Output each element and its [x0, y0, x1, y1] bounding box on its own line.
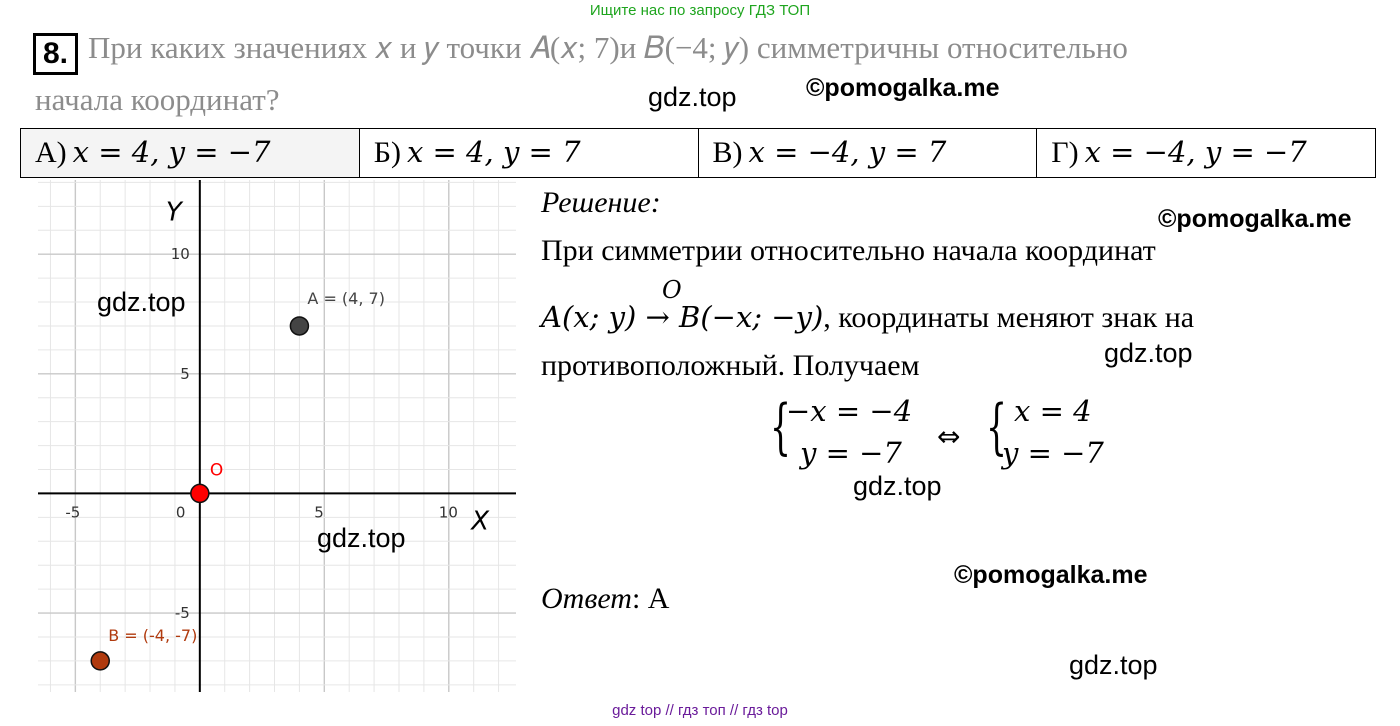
x-tick-label: -5	[65, 503, 81, 522]
solution-line-2-text: , координаты меняют знак на	[823, 301, 1195, 334]
answer-letter: В)	[712, 136, 743, 169]
y-tick-label: 5	[180, 364, 190, 383]
point-label: B = (-4, -7)	[108, 625, 198, 645]
right-brace: {	[986, 392, 1008, 462]
arrow-label: 𝑂	[662, 276, 682, 304]
coordinate-plane	[38, 180, 516, 692]
system-right-eq-1: 𝑥 = 4	[1014, 394, 1092, 428]
solution-heading: Решение:	[541, 186, 661, 219]
watermark-pomogalka: ©pomogalka.me	[954, 561, 1148, 589]
answer-label: Ответ	[541, 582, 632, 615]
answer-letter: Б)	[373, 136, 401, 169]
watermark-gdz: gdz.top	[97, 287, 186, 317]
answer-expression: 𝑥 = 4, 𝑦 = 7	[406, 135, 581, 169]
answer-option-v	[699, 129, 1038, 177]
symmetry-formula: 𝐴(𝑥; 𝑦) → 𝐵(−𝑥; −𝑦)	[541, 300, 824, 334]
watermark-gdz: gdz.top	[317, 523, 406, 553]
watermark-gdz: gdz.top	[648, 82, 737, 112]
x-axis-label: X	[471, 506, 489, 537]
left-brace: {	[770, 392, 792, 462]
answer-value: : А	[631, 582, 670, 615]
question-line-1: При каких значениях 𝑥 и 𝑦 точки 𝐴(𝑥; 7)и 𝐵(−4; 𝑦) симметричны относительно	[88, 30, 1128, 65]
answer-option-b	[360, 129, 699, 177]
system-right-eq-2: 𝑦 = −7	[1002, 436, 1104, 470]
grid-lines	[38, 180, 516, 692]
solution-line-1: При симметрии относительно начала координат	[541, 234, 1156, 267]
solution-line-3: противоположный. Получаем	[541, 349, 920, 382]
watermark-gdz: gdz.top	[853, 471, 942, 501]
y-tick-label: -5	[174, 604, 190, 623]
watermark-pomogalka: ©pomogalka.me	[806, 74, 1000, 102]
x-tick-label: 0	[175, 503, 186, 522]
watermark-gdz: gdz.top	[1104, 338, 1193, 368]
answer-expression: 𝑥 = −4, 𝑦 = −7	[1084, 135, 1307, 169]
system-left-eq-1: −𝑥 = −4	[786, 394, 913, 428]
y-axis-label: Y	[165, 197, 182, 228]
axes	[38, 180, 516, 692]
watermark-pomogalka: ©pomogalka.me	[1158, 205, 1352, 233]
point-label: O	[209, 460, 224, 481]
answer-options-table	[20, 128, 1376, 178]
solution-line-2	[541, 300, 1194, 335]
equivalence-sign: ⇔	[937, 420, 961, 453]
point-label: A = (4, 7)	[307, 288, 385, 308]
answer-expression: 𝑥 = −4, 𝑦 = 7	[748, 135, 947, 169]
answer-option-a	[21, 129, 360, 177]
answer-line	[541, 582, 669, 616]
footer-links: gdz top // гдз топ // гдз top	[612, 702, 788, 719]
watermark-gdz: gdz.top	[1069, 650, 1158, 680]
system-left-eq-2: 𝑦 = −7	[800, 436, 902, 470]
x-tick-label: 5	[314, 503, 324, 522]
task-number: 8.	[33, 33, 78, 75]
answer-letter: А)	[35, 136, 67, 169]
point-marker	[290, 317, 308, 335]
answer-option-g	[1037, 129, 1375, 177]
answer-expression: 𝑥 = 4, 𝑦 = −7	[72, 135, 271, 169]
point-marker	[91, 652, 109, 670]
question-line-2: начала координат?	[35, 82, 280, 117]
answer-letter: Г)	[1051, 136, 1079, 169]
y-tick-label: 10	[170, 245, 190, 264]
point-marker	[191, 484, 209, 502]
top-banner: Ищите нас по запросу ГДЗ ТОП	[589, 2, 811, 19]
x-tick-label: 10	[438, 503, 458, 522]
